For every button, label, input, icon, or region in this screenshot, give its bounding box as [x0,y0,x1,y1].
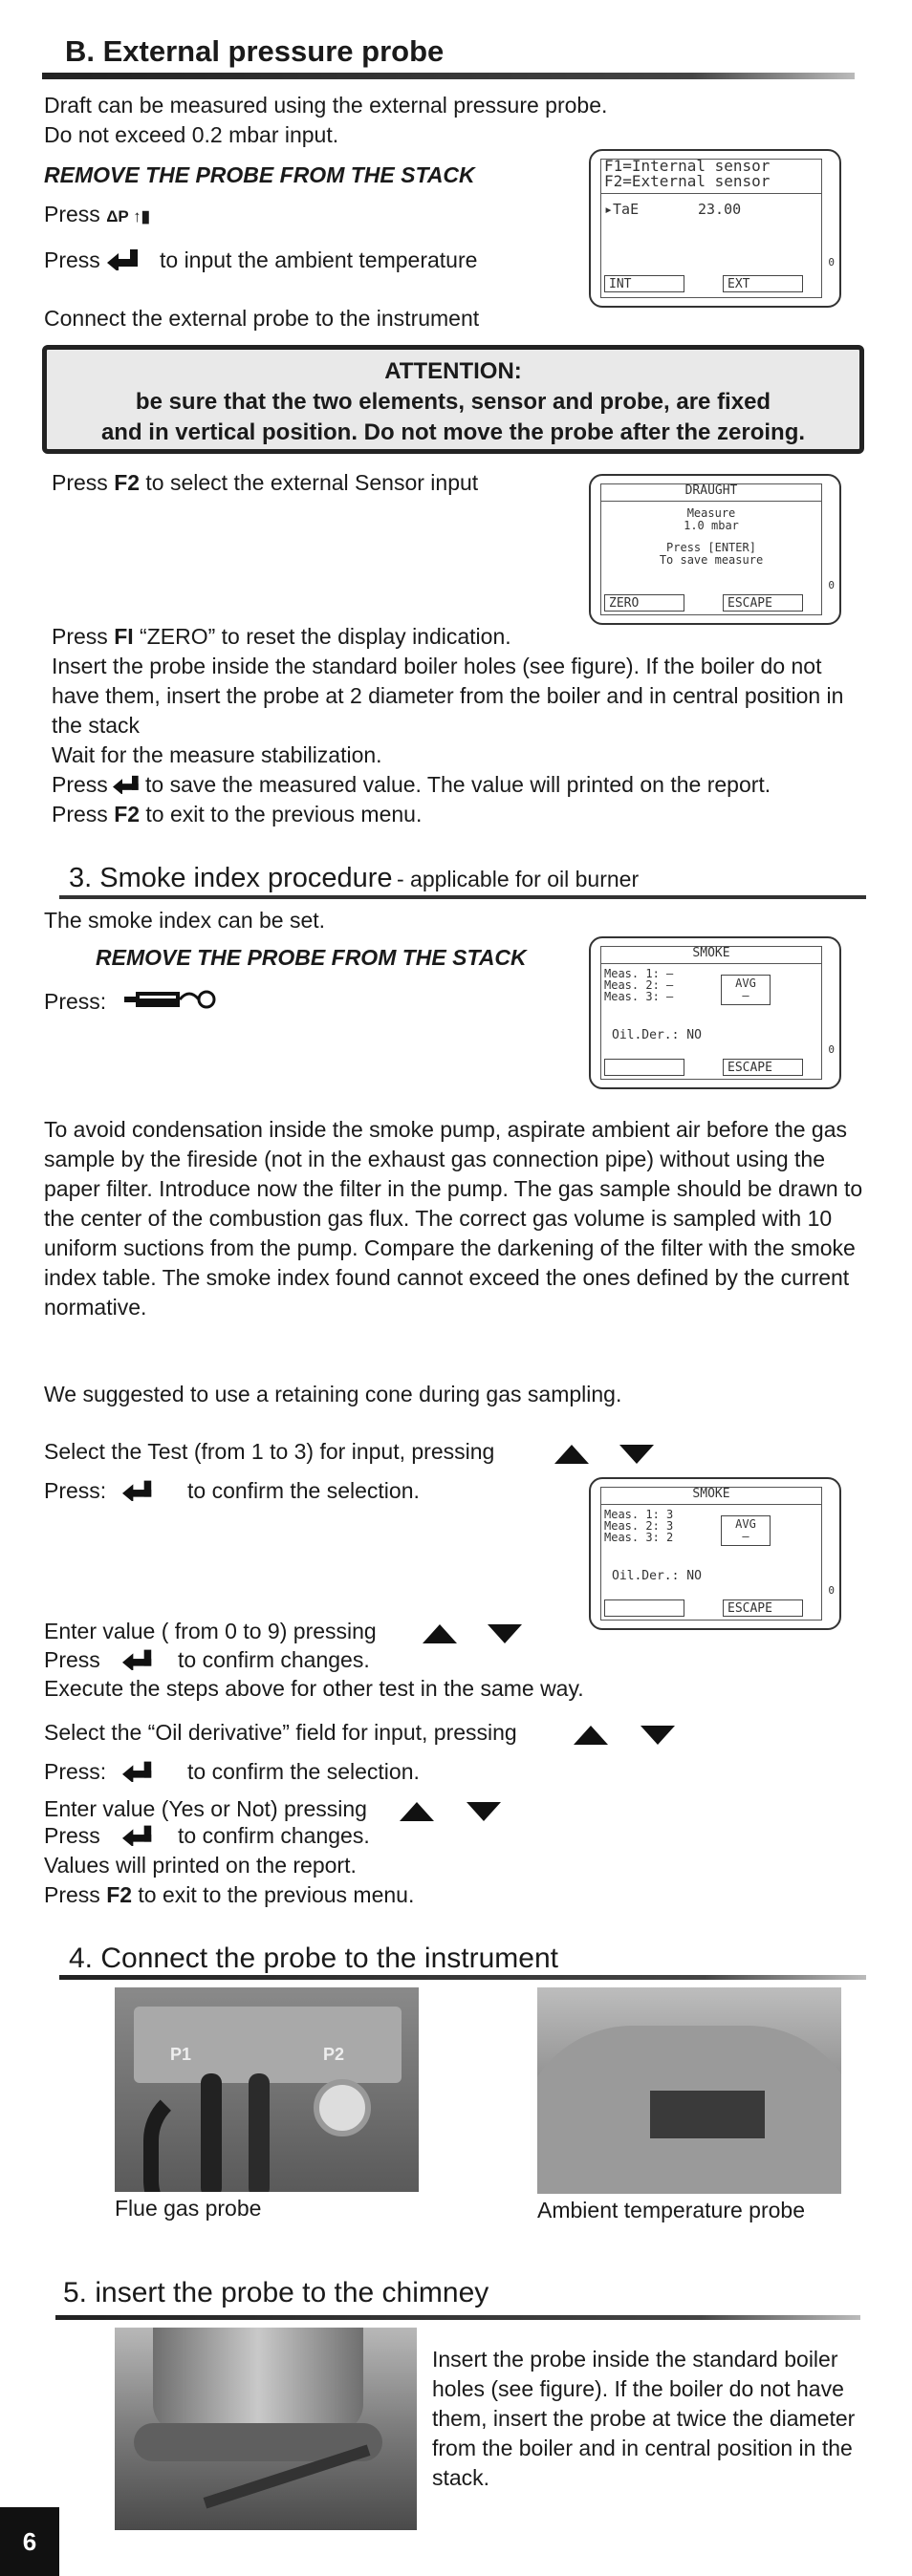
press-enter-temp-text: to input the ambient temperature [160,247,478,272]
lcd-avg-value: – [742,1530,749,1543]
p2-label: P2 [323,2045,345,2064]
lcd-oil-derivative: Oil.Der.: NO [612,1569,702,1583]
select-test-line: Select the Test (from 1 to 3) for input, pressing [44,1439,495,1464]
lcd-smoke-empty [589,936,841,1089]
press-label: Press [44,1882,100,1907]
lcd-divider [600,193,822,194]
press-exit-line-2 [44,1880,414,1910]
press-confirm-selection-text: to confirm the selection. [187,1478,420,1503]
flue-gas-probe-photo [115,1987,419,2192]
press-f1-text: “ZERO” to reset the display indication. [140,624,511,649]
press-label: Press [52,624,108,649]
dp-key-icon: ΔP ↑▮ [106,207,151,225]
smoke-press-label: Press: [44,989,107,1014]
lcd-zero-button[interactable]: ZERO [604,594,684,612]
lcd-corner-mark: 0 [828,1043,835,1056]
remove-probe-warning-2: REMOVE THE PROBE FROM THE STACK [96,945,527,970]
lcd-draught [589,474,841,625]
smoke-can-be-set: The smoke index can be set. [44,908,326,933]
probe-hose [143,2083,317,2192]
f2-key: F2 [114,802,141,826]
lcd-meas-3: Meas. 3: 2 [604,1531,674,1544]
insert-probe-paragraph: Insert the probe inside the standard boiler holes (see figure). If the boiler do not have them, insert the probe at 2 diameter from the boiler and in central position in the stack [52,654,844,738]
press-save-line [52,770,108,800]
lcd-draught-title: DRAUGHT [684,483,738,498]
lcd-escape-button[interactable]: ESCAPE [723,594,803,612]
press-confirm-changes-line-2: Press [44,1823,100,1848]
lcd-corner-mark: 0 [828,256,835,268]
page-number: 6 [0,2507,59,2576]
enter-value-0-9: Enter value ( from 0 to 9) pressing [44,1619,377,1643]
lcd-meas-1: Meas. 1: – [604,967,674,980]
attention-box [42,345,864,454]
arrow-down-icon [488,1624,522,1643]
section-5-rule [55,2315,860,2320]
press-confirm-changes-text: to confirm changes. [178,1647,370,1672]
arrow-up-icon [423,1624,457,1643]
lcd-meas-2: Meas. 2: 3 [604,1519,674,1533]
wait-stabilization: Wait for the measure stabilization. [52,742,382,767]
press-confirm-selection-line: Press: [44,1478,107,1503]
press-label: Press [44,247,100,272]
chimney-probe-photo [115,2328,417,2530]
values-printed: Values will printed on the report. [44,1853,357,1878]
section-3-title [69,863,639,894]
press-confirm-changes-line: Press [44,1647,100,1672]
probe-hose-3 [249,2073,270,2192]
lcd-avg-box [721,1515,771,1546]
press-exit-text: to exit to the previous menu. [138,1882,415,1907]
lcd-meas-1: Meas. 1: 3 [604,1508,674,1521]
attention-title: ATTENTION: [384,358,522,384]
lcd-meas-2: Meas. 2: – [604,978,674,992]
lcd-smoke-title: SMOKE [692,1487,730,1501]
lcd-avg-label: AVG [735,977,756,990]
lcd-ext-button[interactable]: EXT [723,275,803,292]
flue-gas-probe-caption: Flue gas probe [115,2196,262,2221]
lcd-measure-label: Measure [686,506,736,520]
enter-key-icon [122,1649,155,1670]
press-label: Press [52,772,108,797]
press-f2-text: to select the external Sensor input [145,470,479,495]
arrow-down-icon [641,1726,675,1745]
lcd-save-prompt: To save measure [659,553,764,567]
press-exit-line-1 [52,800,422,829]
ambient-probe-caption: Ambient temperature probe [537,2198,805,2222]
remove-probe-warning-1: REMOVE THE PROBE FROM THE STACK [44,162,475,187]
press-f1-line [52,622,511,652]
section-5-title: 5. insert the probe to the chimney [63,2277,489,2308]
enter-value-yes-not: Enter value (Yes or Not) pressing [44,1796,367,1821]
ambient-probe-photo [537,1987,841,2194]
lcd-tae-label: ▸TaE [604,201,640,218]
lcd-corner-mark: 0 [828,1584,835,1597]
arrow-up-icon [400,1802,434,1821]
enter-key-icon [113,775,141,794]
lcd-divider [600,963,822,964]
section-b-rule [42,73,855,79]
lcd-int-button[interactable]: INT [604,275,684,292]
section-3-rule [59,895,866,899]
lcd-enter-prompt: Press [ENTER] [666,541,756,554]
lcd-blank-button[interactable] [604,1599,684,1617]
press-dp-line [44,200,150,231]
press-confirm-selection-text-2: to confirm the selection. [187,1759,420,1784]
attention-line1: be sure that the two elements, sensor and probe, are fixed [135,389,771,415]
lcd-avg-label: AVG [735,1517,756,1531]
lcd-smoke-values [589,1477,841,1630]
section-3-subtitle: - applicable for oil burner [396,867,640,891]
section-b-title: B. External pressure probe [65,34,445,68]
p1-label: P1 [170,2045,192,2064]
probe-hose-2 [201,2073,222,2192]
lcd-oil-derivative: Oil.Der.: NO [612,1028,702,1042]
press-confirm-changes-text-2: to confirm changes. [178,1823,370,1848]
lcd-meas-3: Meas. 3: – [604,990,674,1003]
press-label: Press [52,470,108,495]
lcd-escape-button[interactable]: ESCAPE [723,1599,803,1617]
attention-line2: and in vertical position. Do not move the probe after the zeroing. [100,419,806,445]
section-3-heading: 3. Smoke index procedure [69,863,393,893]
enter-key-icon [122,1761,155,1782]
connect-external-line: Connect the external probe to the instrument [44,306,480,331]
lcd-line-internal: F1=Internal sensor [604,157,771,175]
press-enter-temp-line [44,246,100,275]
retaining-cone-suggestion: We suggested to use a retaining cone during gas sampling. [44,1382,622,1406]
smoke-pump-icon [124,988,220,1011]
lcd-blank-button[interactable] [604,1059,684,1076]
lcd-sensor-select [589,149,841,308]
arrow-up-icon [554,1445,589,1464]
chimney-pipe [153,2328,363,2433]
section-4-title: 4. Connect the probe to the instrument [69,1943,558,1974]
lcd-escape-button[interactable]: ESCAPE [723,1059,803,1076]
press-label: Press [44,202,100,226]
lcd-smoke-title: SMOKE [692,946,730,960]
section-4-rule [59,1975,866,1980]
press-exit-text: to exit to the previous menu. [145,802,423,826]
lcd-line-external: F2=External sensor [604,172,771,190]
press-label: Press [52,802,108,826]
press-confirm-selection-line-2: Press: [44,1759,107,1784]
lcd-avg-value: – [742,989,749,1002]
enter-key-icon [122,1480,155,1501]
execute-steps: Execute the steps above for other test in the same way. [44,1676,584,1701]
smoke-procedure-paragraph: To avoid condensation inside the smoke pump, aspirate ambient air before the gas sample by the fireside (not in the exhaust gas connection pipe) without using the paper filter. Introduce now the filter in the pump. The gas sample should be drawn to the center of the combustion gas flux. The correct gas volume is sampled with 10 uniform suctions from the pump. Compare the darkening of the filter with the smoke index table. The smoke index found cannot exceed the ones defined by the current normative. [44,1117,863,1320]
f1-key: FI [114,624,134,649]
lcd-divider [600,501,822,502]
lcd-tae-value: 23.00 [698,201,742,218]
lcd-avg-box [721,975,771,1005]
select-oil-line: Select the “Oil derivative” field for input, pressing [44,1720,517,1745]
section-5-instructions: Insert the probe inside the standard boiler holes (see figure). If the boiler do not have them, insert the probe at twice the diameter from the boiler and in central position in the stack. [432,2347,856,2490]
draft-intro-line1: Draft can be measured using the external pressure probe. [44,93,608,118]
f2-key: F2 [106,1882,133,1907]
draft-intro-line2: Do not exceed 0.2 mbar input. [44,122,339,147]
lcd-corner-mark: 0 [828,579,835,591]
lcd-measure-value: 1.0 mbar [684,519,739,532]
arrow-up-icon [574,1726,608,1745]
enter-key-icon [122,1825,155,1846]
press-f2-line [52,468,478,498]
arrow-down-icon [467,1802,501,1821]
f2-key: F2 [114,470,141,495]
lcd-divider [600,1504,822,1505]
arrow-down-icon [619,1445,654,1464]
p2-connector [314,2079,371,2136]
press-save-text: to save the measured value. The value will printed on the report. [145,772,771,797]
enter-key-icon [107,249,141,270]
